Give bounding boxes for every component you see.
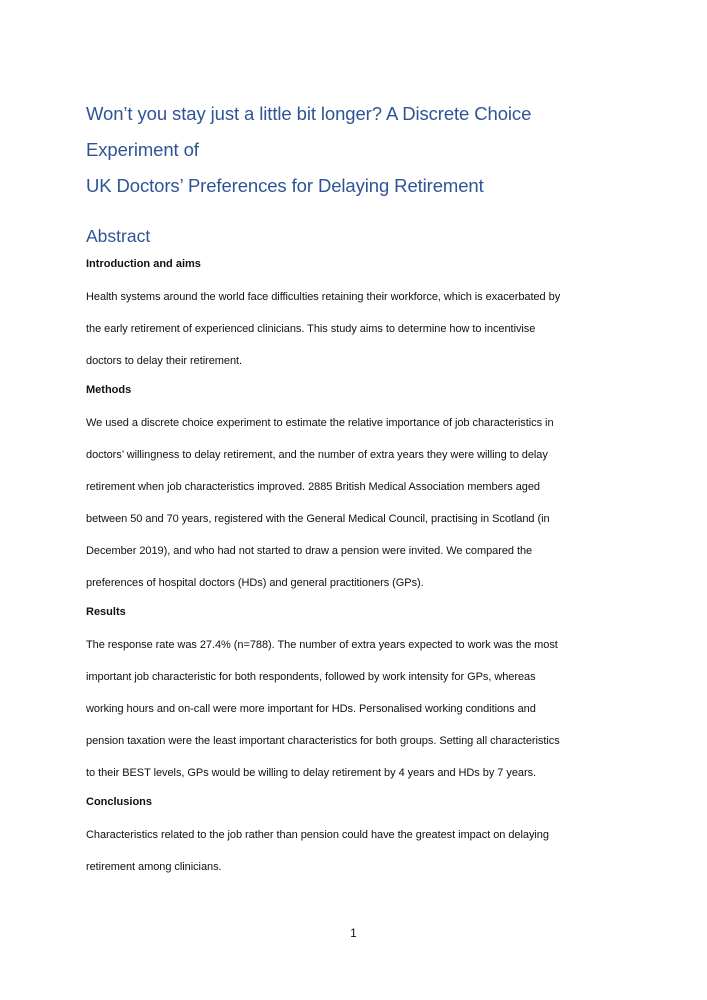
page-content xyxy=(86,96,626,883)
page-number: 1 xyxy=(350,928,357,940)
section-results xyxy=(86,605,626,789)
section-methods xyxy=(86,383,626,599)
section-body-conclusions xyxy=(86,819,626,883)
text-line: retirement when job characteristics improved. 2885 British Medical Association members aged xyxy=(86,481,540,493)
section-conclusions xyxy=(86,795,626,883)
text-line: the early retirement of experienced clinicians. This study aims to determine how to incentivise xyxy=(86,323,536,335)
text-line: The response rate was 27.4% (n=788). The number of extra years expected to work was the most xyxy=(86,639,558,651)
text-line: doctors to delay their retirement. xyxy=(86,355,243,367)
text-line: important job characteristic for both respondents, followed by work intensity for GPs, whereas xyxy=(86,671,536,683)
abstract-heading: Abstract xyxy=(86,226,151,246)
text-line: We used a discrete choice experiment to estimate the relative importance of job characteristics in xyxy=(86,417,554,429)
text-line: to their BEST levels, GPs would be willing to delay retirement by 4 years and HDs by 7 years. xyxy=(86,767,537,779)
text-line: doctors’ willingness to delay retirement, and the number of extra years they were willing to delay xyxy=(86,449,548,461)
text-line: pension taxation were the least important characteristics for both groups. Setting all characteristics xyxy=(86,735,560,747)
text-line: preferences of hospital doctors (HDs) and general practitioners (GPs). xyxy=(86,577,424,589)
paper-title xyxy=(86,96,626,204)
text-line: Characteristics related to the job rather than pension could have the greatest impact on delaying xyxy=(86,829,549,841)
section-body-introduction xyxy=(86,281,626,377)
section-heading-results: Results xyxy=(86,606,126,618)
title-line-2: UK Doctors’ Preferences for Delaying Retirement xyxy=(86,175,484,196)
section-introduction xyxy=(86,257,626,377)
text-line: between 50 and 70 years, registered with the General Medical Council, practising in Scotland (in xyxy=(86,513,550,525)
section-heading-introduction: Introduction and aims xyxy=(86,258,201,270)
text-line: December 2019), and who had not started to draw a pension were invited. We compared the xyxy=(86,545,533,557)
section-body-results xyxy=(86,629,626,789)
text-line: retirement among clinicians. xyxy=(86,861,222,873)
title-line-1: Won’t you stay just a little bit longer? A Discrete Choice Experiment of xyxy=(86,103,532,160)
section-heading-methods: Methods xyxy=(86,384,132,396)
text-line: working hours and on-call were more important for HDs. Personalised working conditions and xyxy=(86,703,536,715)
section-heading-conclusions: Conclusions xyxy=(86,796,153,808)
section-body-methods xyxy=(86,407,626,599)
text-line: Health systems around the world face difficulties retaining their workforce, which is exacerbated by xyxy=(86,291,561,303)
